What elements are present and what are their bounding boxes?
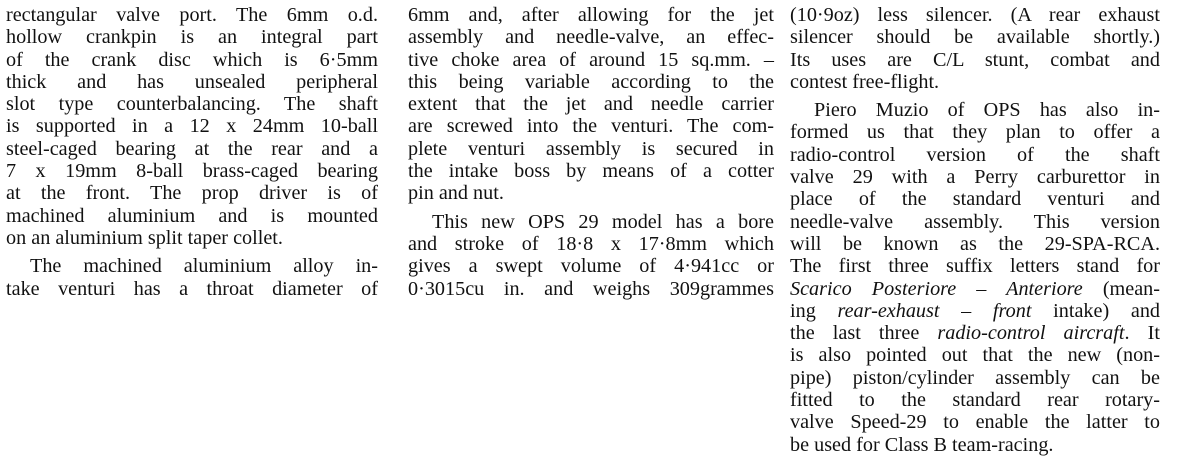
text-line: steel-caged bearing at the rear and a <box>6 137 378 160</box>
text-line: assembly and needle-valve, an effec- <box>408 26 774 49</box>
text-line: hollow crankpin is an integral part <box>6 26 378 49</box>
text-line: are screwed into the venturi. The com- <box>408 115 774 138</box>
text-line: This new OPS 29 model has a bore <box>432 210 774 233</box>
text-line: this being variable according to the <box>408 70 774 93</box>
text-line: ing rear-exhaust – front intake) and <box>790 299 1161 322</box>
text-line: slot type counterbalancing. The shaft <box>6 93 378 116</box>
text-line: extent that the jet and needle carrier <box>408 93 774 116</box>
text-column-1 <box>6 4 378 300</box>
text-line: The machined aluminium alloy in- <box>30 255 378 278</box>
text-line: take venturi has a throat diameter of <box>6 277 378 300</box>
text-line: rectangular valve port. The 6mm o.d. <box>6 4 378 26</box>
text-line: place of the standard venturi and <box>790 188 1160 211</box>
text-line: pin and nut. <box>408 182 504 205</box>
text-line: the last three radio-control aircraft. It <box>790 322 1160 345</box>
text-line: Scarico Posteriore – Anteriore (mean- <box>790 277 1160 300</box>
text-line: fitted to the standard rear rotary- <box>790 389 1160 412</box>
text-line: contest free-flight. <box>790 70 940 93</box>
text-line: will be known as the 29-SPA-RCA. <box>790 232 1160 255</box>
text-line: needle-valve assembly. This version <box>790 210 1160 233</box>
text-column-3 <box>790 4 1160 456</box>
text-line: radio-control version of the shaft <box>790 143 1160 166</box>
text-line: thick and has unsealed peripheral <box>6 70 378 93</box>
text-line: and stroke of 18·8 x 17·8mm which <box>408 232 774 255</box>
text-line: is also pointed out that the new (non- <box>790 344 1160 367</box>
text-line: is supported in a 12 x 24mm 10-ball <box>6 115 378 138</box>
text-line: 6mm and, after allowing for the jet <box>408 4 774 26</box>
text-line: valve 29 with a Perry carburettor in <box>790 166 1160 189</box>
text-line: Its uses are C/L stunt, combat and <box>790 48 1160 71</box>
text-line: The first three suffix letters stand for <box>790 255 1160 278</box>
text-line: be used for Class B team-racing. <box>790 433 1054 456</box>
text-line: 0·3015cu in. and weighs 309grammes <box>408 277 774 300</box>
text-line: pipe) piston/cylinder assembly can be <box>790 366 1160 389</box>
text-line: gives a swept volume of 4·941cc or <box>408 255 774 278</box>
text-line: silencer should be available shortly.) <box>790 26 1160 49</box>
text-line: machined aluminium and is mounted <box>6 204 378 227</box>
text-line: formed us that they plan to offer a <box>790 121 1160 144</box>
text-column-2 <box>408 4 774 300</box>
text-line: plete venturi assembly is secured in <box>408 137 774 160</box>
text-line: 7 x 19mm 8-ball brass-caged bearing <box>6 160 378 183</box>
text-line: tive choke area of around 15 sq.mm. – <box>408 48 774 71</box>
text-line: valve Speed-29 to enable the latter to <box>790 411 1160 434</box>
text-line: at the front. The prop driver is of <box>6 182 378 205</box>
text-line: Piero Muzio of OPS has also in- <box>814 99 1160 122</box>
text-line: the intake boss by means of a cotter <box>408 160 774 183</box>
text-line: on an aluminium split taper collet. <box>6 226 283 249</box>
text-line: (10·9oz) less silencer. (A rear exhaust <box>790 4 1160 26</box>
text-line: of the crank disc which is 6·5mm <box>6 48 378 71</box>
